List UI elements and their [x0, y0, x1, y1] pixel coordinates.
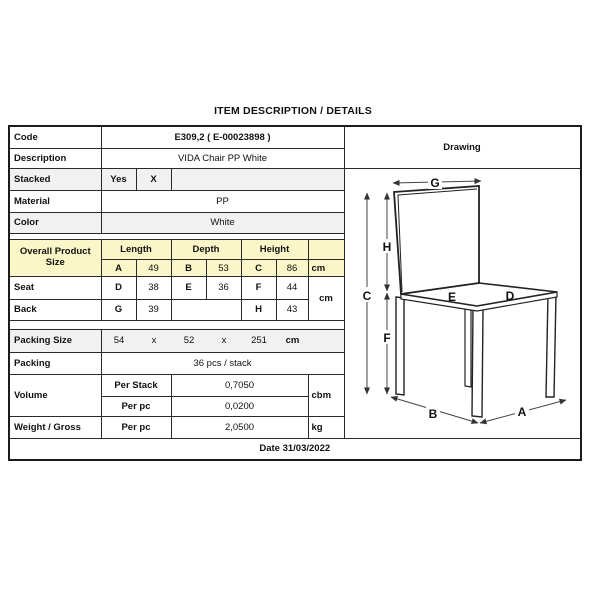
value-h-cell: 43	[276, 299, 308, 320]
seat-label: Seat	[9, 277, 101, 300]
item-spec-table	[8, 125, 582, 461]
description-label: Description	[9, 148, 101, 168]
weight-per-pc-label: Per pc	[101, 416, 171, 438]
overall-size-header	[9, 239, 101, 277]
overall-size-line1: Overall Product	[19, 245, 91, 257]
stacked-yes-cell: Yes	[101, 168, 136, 190]
volume-per-pc-label: Per pc	[101, 396, 171, 416]
dim-label-b: B	[428, 406, 437, 421]
chair-leg-back-right	[465, 309, 471, 387]
depth-header: Depth	[171, 239, 241, 260]
overall-unit-cell: cm	[308, 260, 344, 277]
chair-drawing	[345, 169, 580, 435]
dim-label-d: D	[505, 288, 514, 303]
color-value: White	[101, 212, 344, 233]
row-date	[9, 438, 581, 460]
packing-size-label: Packing Size	[9, 329, 101, 352]
value-g-cell: 39	[136, 299, 171, 320]
value-e-cell: 36	[206, 277, 241, 300]
chair-leg-front-left	[472, 308, 483, 417]
dim-label-f: F	[382, 330, 391, 345]
packing-size-value-cell	[101, 329, 344, 352]
value-c-cell: 86	[276, 260, 308, 277]
packing-size-x2: x	[221, 335, 227, 347]
chair-leg-back-left	[396, 297, 404, 395]
page-title: ITEM DESCRIPTION / DETAILS	[214, 105, 372, 117]
code-label: Code	[9, 126, 101, 148]
value-a-cell: 49	[136, 260, 171, 277]
packing-size-v3: 251	[251, 335, 267, 347]
dim-header-empty-cell	[308, 239, 344, 260]
drawing-cell	[344, 168, 581, 438]
back-label: Back	[9, 299, 101, 320]
material-label: Material	[9, 190, 101, 212]
volume-unit-cell: cbm	[308, 374, 344, 416]
height-header: Height	[241, 239, 308, 260]
stacked-label: Stacked	[9, 168, 101, 190]
date-cell: Date 31/03/2022	[9, 438, 581, 460]
drawing-header: Drawing	[344, 126, 581, 168]
gap-cell	[9, 320, 344, 329]
per-stack-value: 0,7050	[171, 374, 308, 396]
weight-unit-cell: kg	[308, 416, 344, 438]
dim-label-g: G	[429, 175, 440, 190]
packing-size-unit: cm	[285, 335, 300, 347]
stacked-empty-cell	[171, 168, 344, 190]
color-label: Color	[9, 212, 101, 233]
material-value: PP	[101, 190, 344, 212]
stacked-mark-cell: X	[136, 168, 171, 190]
length-header: Length	[101, 239, 171, 260]
packing-value: 36 pcs / stack	[101, 352, 344, 374]
packing-label: Packing	[9, 352, 101, 374]
packing-size-v1: 54	[113, 335, 125, 347]
letter-f-cell: F	[241, 277, 276, 300]
letter-e-cell: E	[171, 277, 206, 300]
dim-label-a: A	[517, 404, 526, 419]
volume-label: Volume	[9, 374, 101, 416]
letter-g-cell: G	[101, 299, 136, 320]
dim-label-c: C	[362, 288, 371, 303]
per-stack-label: Per Stack	[101, 374, 171, 396]
letter-d-cell: D	[101, 277, 136, 300]
value-d-cell: 38	[136, 277, 171, 300]
description-value: VIDA Chair PP White	[101, 148, 344, 168]
back-depth-empty-cell	[171, 299, 241, 320]
value-b-cell: 53	[206, 260, 241, 277]
packing-size-v2: 52	[183, 335, 195, 347]
row-code	[9, 126, 581, 148]
seat-back-unit-cell: cm	[308, 277, 344, 321]
weight-value: 2,0500	[171, 416, 308, 438]
chair-backrest	[394, 186, 479, 294]
letter-a-cell: A	[101, 260, 136, 277]
dim-label-e: E	[447, 289, 456, 304]
chair-leg-front-right	[546, 294, 556, 397]
volume-per-pc-value: 0,0200	[171, 396, 308, 416]
code-value: E309,2 ( E-00023898 )	[101, 126, 344, 148]
value-f-cell: 44	[276, 277, 308, 300]
letter-c-cell: C	[241, 260, 276, 277]
letter-h-cell: H	[241, 299, 276, 320]
overall-size-line2: Size	[45, 256, 65, 268]
letter-b-cell: B	[171, 260, 206, 277]
dim-label-h: H	[382, 239, 391, 254]
weight-label: Weight / Gross	[9, 416, 101, 438]
row-stacked	[9, 168, 581, 190]
packing-size-x1: x	[151, 335, 157, 347]
packing-size-values	[102, 335, 309, 346]
